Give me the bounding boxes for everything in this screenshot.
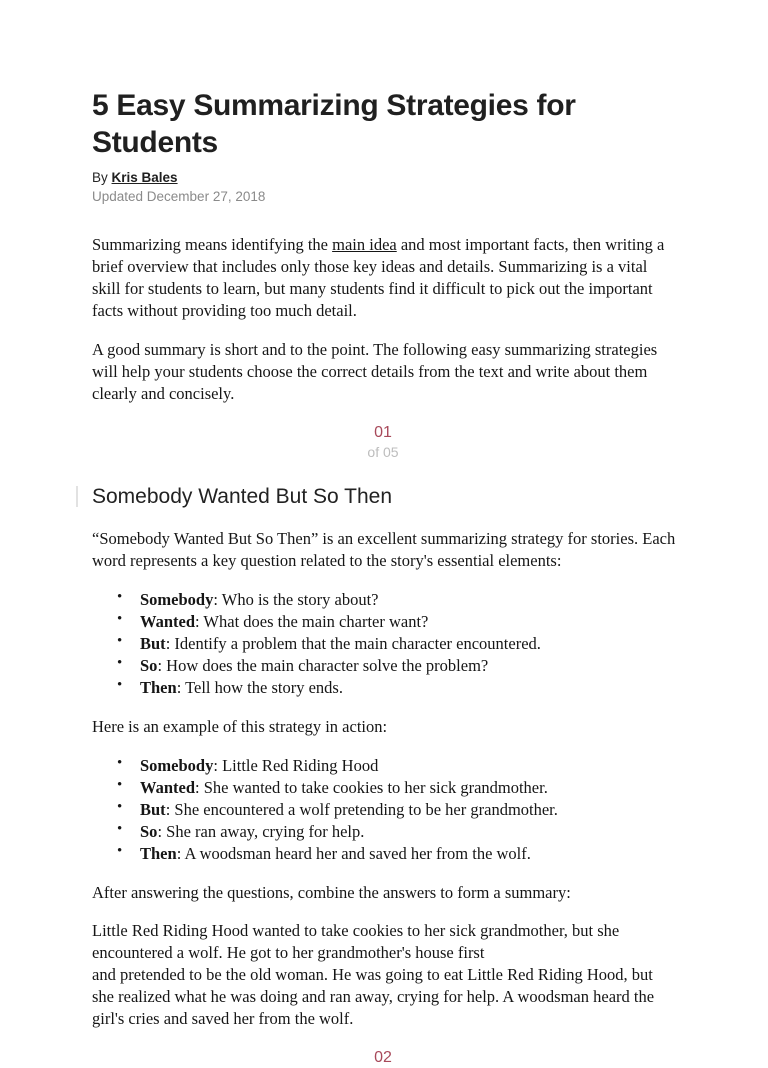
list-item: [117, 843, 684, 865]
slide-counter-top: [92, 423, 684, 461]
slide-number-current: 01: [374, 423, 392, 441]
slide-number-current: 02: [374, 1049, 392, 1067]
example-list: [92, 755, 684, 865]
list-item-term: Wanted: [140, 612, 196, 632]
intro-text-after-link: and most important facts, then writing a brief overview that includes only those key ideas and details. Summarizing is a vital skill for students to learn, but many students find it difficult to pick out the important facts without providing too much detail.: [92, 235, 665, 321]
list-item-text: : She wanted to take cookies to her sick grandmother.: [195, 777, 548, 797]
list-item: [117, 589, 684, 611]
list-item-term: But: [140, 634, 166, 654]
list-item-term: Wanted: [140, 777, 196, 797]
list-item: [117, 655, 684, 677]
list-item-term: But: [140, 799, 166, 819]
combine-lead-paragraph: After answering the questions, combine the answers to form a summary:: [92, 882, 571, 902]
list-item: [117, 821, 684, 843]
slide-counter-bottom: [92, 1048, 684, 1068]
section-title: Somebody Wanted But So Then: [92, 485, 393, 509]
intro-text-before-link: Summarizing means identifying the: [92, 235, 333, 255]
updated-date: Updated December 27, 2018: [92, 189, 266, 205]
summary-line-1: Little Red Riding Hood wanted to take cookies to her sick grandmother, but she encountered a wolf. He got to her grandmother's house first: [92, 921, 620, 963]
list-item: [117, 777, 684, 799]
list-item-text: : Who is the story about?: [213, 590, 379, 610]
list-item: [117, 633, 684, 655]
section-intro-paragraph: “Somebody Wanted But So Then” is an excellent summarizing strategy for stories. Each word represents a key question related to the story's essential elements:: [92, 529, 676, 571]
summary-paragraph: [92, 920, 677, 1030]
list-item-term: So: [140, 821, 158, 841]
author-link[interactable]: Kris Bales: [111, 170, 178, 186]
list-item-text: : Little Red Riding Hood: [213, 755, 379, 775]
list-item-term: Somebody: [140, 755, 214, 775]
list-item-text: : A woodsman heard her and saved her from the wolf.: [176, 843, 531, 863]
list-item-text: : She ran away, crying for help.: [157, 821, 365, 841]
intro-paragraph-2: A good summary is short and to the point. The following easy summarizing strategies will help your students choose the correct details from the text and write about them clearly and concisely.: [92, 340, 658, 403]
list-item-text: : Identify a problem that the main character encountered.: [165, 634, 541, 654]
list-item-text: : Tell how the story ends.: [176, 677, 343, 697]
list-item-term: Then: [140, 843, 177, 863]
intro-paragraph-1: [92, 234, 677, 322]
byline-prefix: By: [92, 170, 108, 186]
list-item-term: Then: [140, 677, 177, 697]
list-item: [117, 677, 684, 699]
list-item-term: Somebody: [140, 590, 214, 610]
list-item-term: So: [140, 656, 158, 676]
example-lead-paragraph: Here is an example of this strategy in action:: [92, 716, 388, 736]
list-item-text: : What does the main charter want?: [195, 612, 429, 632]
list-item-text: : How does the main character solve the problem?: [157, 656, 489, 676]
slide-number-total: of 05: [367, 443, 399, 460]
list-item-text: : She encountered a wolf pretending to be her grandmother.: [165, 799, 558, 819]
section-accent-rule: [76, 486, 78, 507]
byline: [92, 169, 684, 187]
page-title: 5 Easy Summarizing Strategies for Students: [92, 89, 576, 159]
summary-line-2: and pretended to be the old woman. He was going to eat Little Red Riding Hood, but she realized what he was doing and ran away, crying for help. A woodsman heard the girl's cries and saved her from the wolf.: [92, 965, 655, 1029]
section-heading-block: [76, 483, 684, 510]
questions-list: [92, 589, 684, 699]
list-item: [117, 611, 684, 633]
list-item: [117, 755, 684, 777]
main-idea-link[interactable]: main idea: [332, 235, 397, 255]
list-item: [117, 799, 684, 821]
